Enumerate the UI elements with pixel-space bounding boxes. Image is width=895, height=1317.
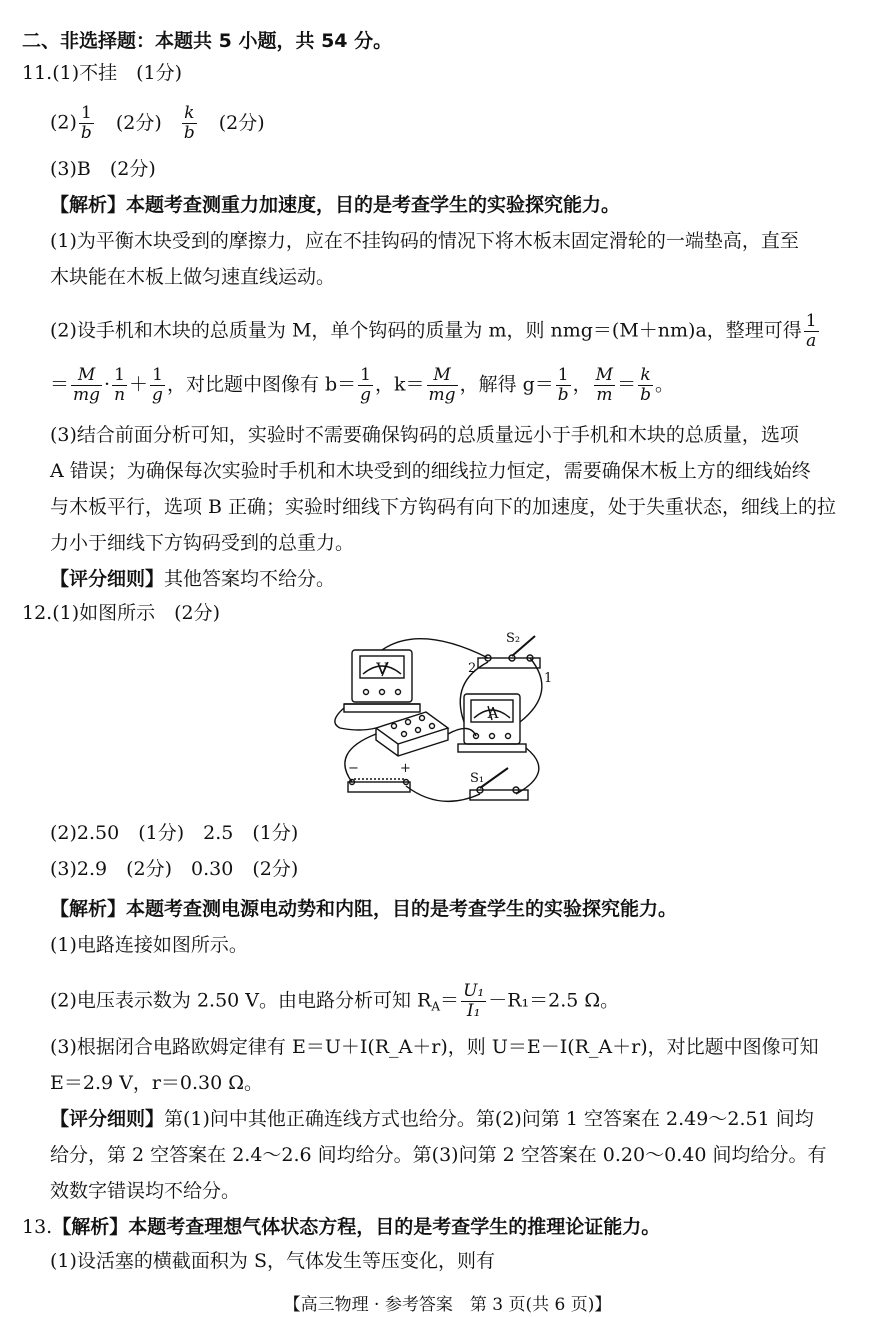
q12-exp3-line2: E＝2.9 V，r＝0.30 Ω。 <box>50 1072 264 1094</box>
q12-scoring-rule-line1: 【评分细则】第(1)问中其他正确连线方式也给分。第(2)问第 1 空答案在 2.49～2.51 间均 <box>50 1108 814 1130</box>
s1-label: S₁ <box>470 771 485 786</box>
fraction: $\frac{1}{n}$ <box>114 365 126 405</box>
fraction: $\frac{M}{m}$ <box>595 365 614 405</box>
q11-part2 <box>50 104 265 143</box>
q11-scoring-rule: 【评分细则】其他答案均不给分。 <box>50 568 336 590</box>
rule-tag: 【评分细则】 <box>50 568 165 590</box>
q11-exp2-line1: (2)设手机和木块的总质量为 M，单个钩码的质量为 m，则 nmg＝(M＋nm)a，整理可得 $\frac{1}{a}$ <box>50 311 817 351</box>
q11-exp1-line2: 木块能在木板上做匀速直线运动。 <box>50 266 336 288</box>
fraction: $\frac{M}{mg}$ <box>73 365 101 405</box>
fraction: $\frac{k}{b}$ <box>640 365 651 405</box>
analysis-tag: 【解析】 <box>50 898 127 920</box>
ammeter <box>458 694 526 752</box>
analysis-tag: 【解析】 <box>52 1216 129 1238</box>
rule-tag: 【评分细则】 <box>50 1108 165 1130</box>
q13-analysis: 13.【解析】本题考查理想气体状态方程，目的是考查学生的推理论证能力。 <box>22 1216 661 1238</box>
fraction: $\frac{1}{b}$ <box>80 103 92 143</box>
fraction: $\frac{\text{U₁}}{\text{I₁}}$ <box>463 981 485 1021</box>
minus-label: − <box>348 761 359 776</box>
analysis-text: 本题考查理想气体状态方程，目的是考查学生的推理论证能力。 <box>128 1216 661 1238</box>
q12-part3: (3)2.9 (2分) 0.30 (2分) <box>50 858 299 880</box>
q11-exp3-line1: (3)结合前面分析可知，实验时不需要确保钩码的总质量远小于手机和木块的总质量，选项 <box>50 424 799 446</box>
fraction: $\frac{1}{g}$ <box>152 365 163 405</box>
circuit-diagram <box>330 622 560 812</box>
page-footer: 【高三物理 · 参考答案 第 3 页(共 6 页)】 <box>283 1295 612 1315</box>
fraction: $\frac{1}{g}$ <box>360 365 372 405</box>
q11-part1: 11.(1)不挂 (1分) <box>22 62 183 84</box>
ammeter-label: A <box>487 704 499 722</box>
terminal-1-label: 1 <box>544 671 553 686</box>
section-header: 二、非选择题：本题共 5 小题，共 54 分。 <box>22 30 393 52</box>
q11-part3: (3)B (2分) <box>50 158 156 180</box>
s2-label: S₂ <box>506 631 521 646</box>
q12-exp3-line1: (3)根据闭合电路欧姆定律有 E＝U＋I(R_A＋r)，则 U＝E－I(R_A＋r)，对比题中图像可知 <box>50 1036 819 1058</box>
q12-analysis <box>50 896 677 922</box>
q12-scoring-rule-line3: 效数字错误均不给分。 <box>50 1180 241 1202</box>
q11-exp1-line1: (1)为平衡木块受到的摩擦力，应在不挂钩码的情况下将木板末固定滑轮的一端垫高，直至 <box>50 230 799 252</box>
q11-exp3-line4: 力小于细线下方钩码受到的总重力。 <box>50 532 355 554</box>
q11-exp2-line2: ＝ $\frac{M}{mg}$ · $\frac{1}{n}$ ＋ $\frac{1}{g}$ ，对比题中图像有 b＝ $\frac{1}{g}$ ，k＝ $\frac{M}{mg}$ ，解得 g＝ $\frac{1}{b}$ ， $\frac{M}{m}$ ＝ $\frac{k}{b}$ 。 <box>50 365 675 405</box>
fraction: $\frac{M}{mg}$ <box>428 365 456 405</box>
analysis-text: 本题考查测重力加速度，目的是考查学生的实验探究能力。 <box>126 194 621 216</box>
fraction: $\frac{k}{b}$ <box>183 103 195 143</box>
q11-exp3-line2: A 错误；为确保每次实验时手机和木块受到的细线拉力恒定，需要确保木板上方的细线始终 <box>50 460 811 482</box>
q12-exp1: (1)电路连接如图所示。 <box>50 934 248 956</box>
voltmeter-label: V <box>376 659 388 678</box>
fraction: $\frac{1}{a}$ <box>805 311 817 351</box>
q12-part2: (2)2.50 (1分) 2.5 (1分) <box>50 822 299 844</box>
q11-part2-prefix: (2) <box>50 111 77 134</box>
q11-exp3-line3: 与木板平行，选项 B 正确；实验时细线下方钩码有向下的加速度，处于失重状态，细线上的拉 <box>50 496 837 518</box>
plus-label: + <box>400 761 411 776</box>
q12-part1: 12.(1)如图所示 (2分) <box>22 602 221 624</box>
fraction: $\frac{1}{b}$ <box>557 365 569 405</box>
battery-box <box>376 712 448 756</box>
analysis-text: 本题考查测电源电动势和内阻，目的是考查学生的实验探究能力。 <box>126 898 678 920</box>
score: (2分) <box>115 111 162 134</box>
wires <box>335 639 542 802</box>
q13-exp1: (1)设活塞的横截面积为 S，气体发生等压变化，则有 <box>50 1250 495 1272</box>
analysis-tag: 【解析】 <box>50 194 127 216</box>
q12-scoring-rule-line2: 给分，第 2 空答案在 2.4～2.6 间均给分。第(3)问第 2 空答案在 0.20～0.40 间均给分。有 <box>50 1144 827 1166</box>
q12-exp2: (2)电压表示数为 2.50 V。由电路分析可知 $R_A=$ $\frac{\text{U₁}}{\text{I₁}}$ －R₁＝2.5 Ω。 <box>50 981 620 1021</box>
score: (2分) <box>218 111 265 134</box>
terminal-2-label: 2 <box>468 661 477 676</box>
rheostat <box>348 779 410 792</box>
q11-analysis <box>50 192 620 218</box>
